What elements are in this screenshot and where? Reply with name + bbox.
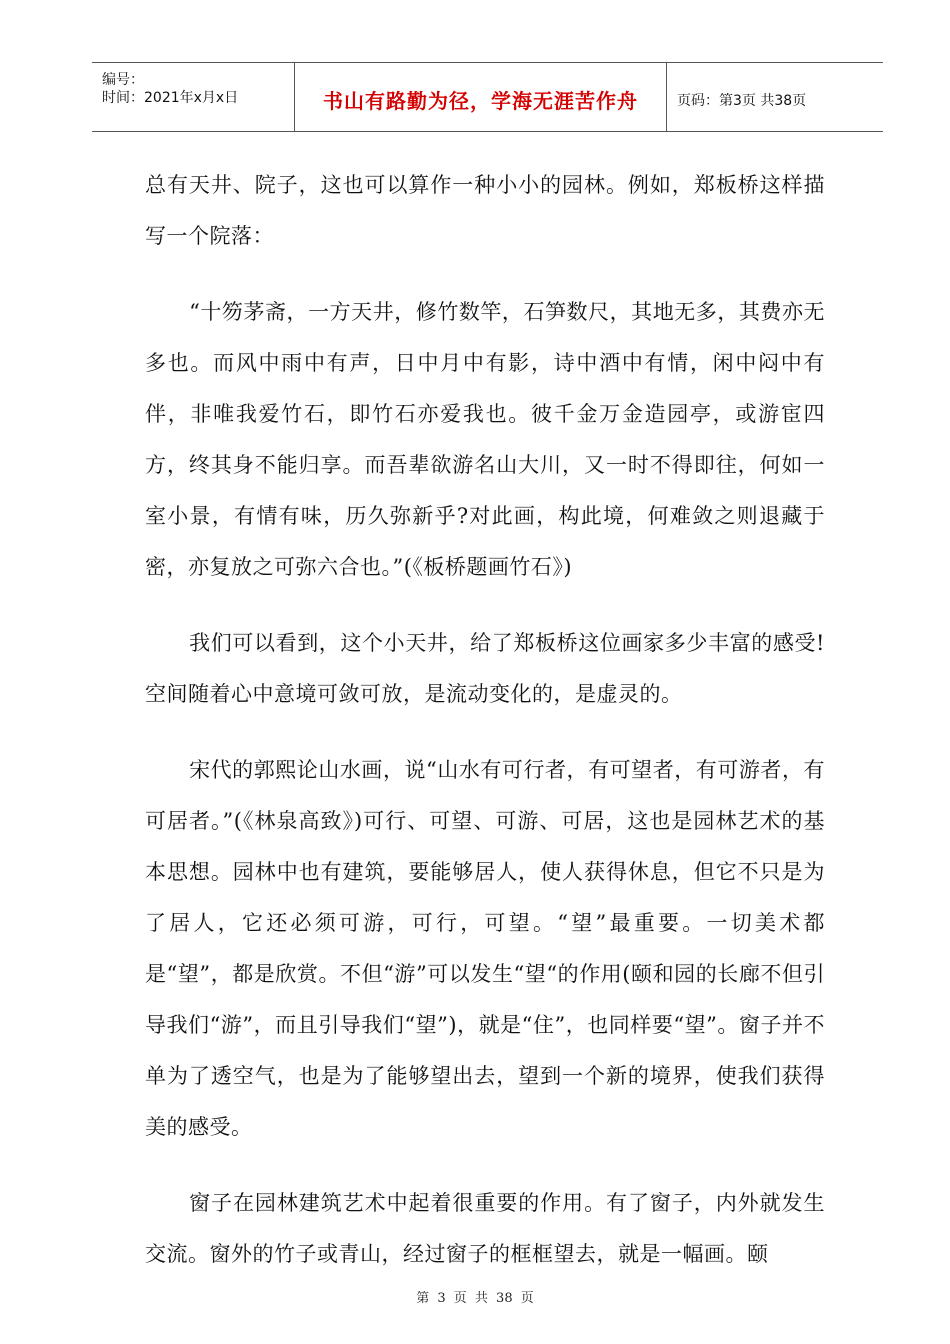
header-page-cell [667, 63, 883, 131]
paragraph: 窗子在园林建筑艺术中起着很重要的作用。有了窗子，内外就发生交流。窗外的竹子或青山，经过窗子的框框望去，就是一幅画。颐 [145, 1191, 825, 1266]
header-motto-cell [295, 63, 667, 131]
serial-label: 编号： [102, 72, 144, 88]
motto-text: 书山有路勤为径，学海无涯苦作舟 [323, 89, 638, 113]
time-label: 时间：2021年x月x日 [102, 90, 239, 106]
header-meta-cell [92, 63, 295, 131]
paragraph: 我们可以看到，这个小天井，给了郑板桥这位画家多少丰富的感受!空间随着心中意境可敛可放，是流动变化的，是虚灵的。 [145, 631, 825, 706]
paragraph-quote: “十笏茅斋，一方天井，修竹数竿，石笋数尺，其地无多，其费亦无多也。而风中雨中有声，日中月中有影，诗中酒中有情，闲中闷中有伴，非唯我爱竹石，即竹石亦爱我也。彼千金万金造园亭，或游宦四方，终其身不能归享。而吾辈欲游名山大川，又一时不得即往，何如一室小景，有情有味，历久弥新乎?对此画，构此境，何难敛之则退藏于密，亦复放之可弥六合也。”(《板桥题画竹石》) [145, 300, 825, 579]
page-footer: 第 3 页 共 38 页 [416, 1291, 534, 1306]
paragraph-continued: 总有天井、院子，这也可以算作一种小小的园林。例如，郑板桥这样描写一个院落： [145, 173, 825, 248]
page-label: 页码：第3页 共38页 [677, 93, 807, 109]
document-body [145, 160, 825, 1305]
page-header [92, 62, 883, 132]
paragraph: 宋代的郭熙论山水画，说“山水有可行者，有可望者，有可游者，有可居者。”(《林泉高致》)可行、可望、可游、可居，这也是园林艺术的基本思想。园林中也有建筑，要能够居人，使人获得休息，但它不只是为了居人，它还必须可游，可行，可望。“望”最重要。一切美术都是“望”，都是欣赏。不但“游”可以发生“望“的作用(颐和园的长廊不但引导我们“游”，而且引导我们“望”)，就是“住”，也同样要“望”。窗子并不单为了透空气，也是为了能够望出去，望到一个新的境界，使我们获得美的感受。 [145, 758, 825, 1139]
